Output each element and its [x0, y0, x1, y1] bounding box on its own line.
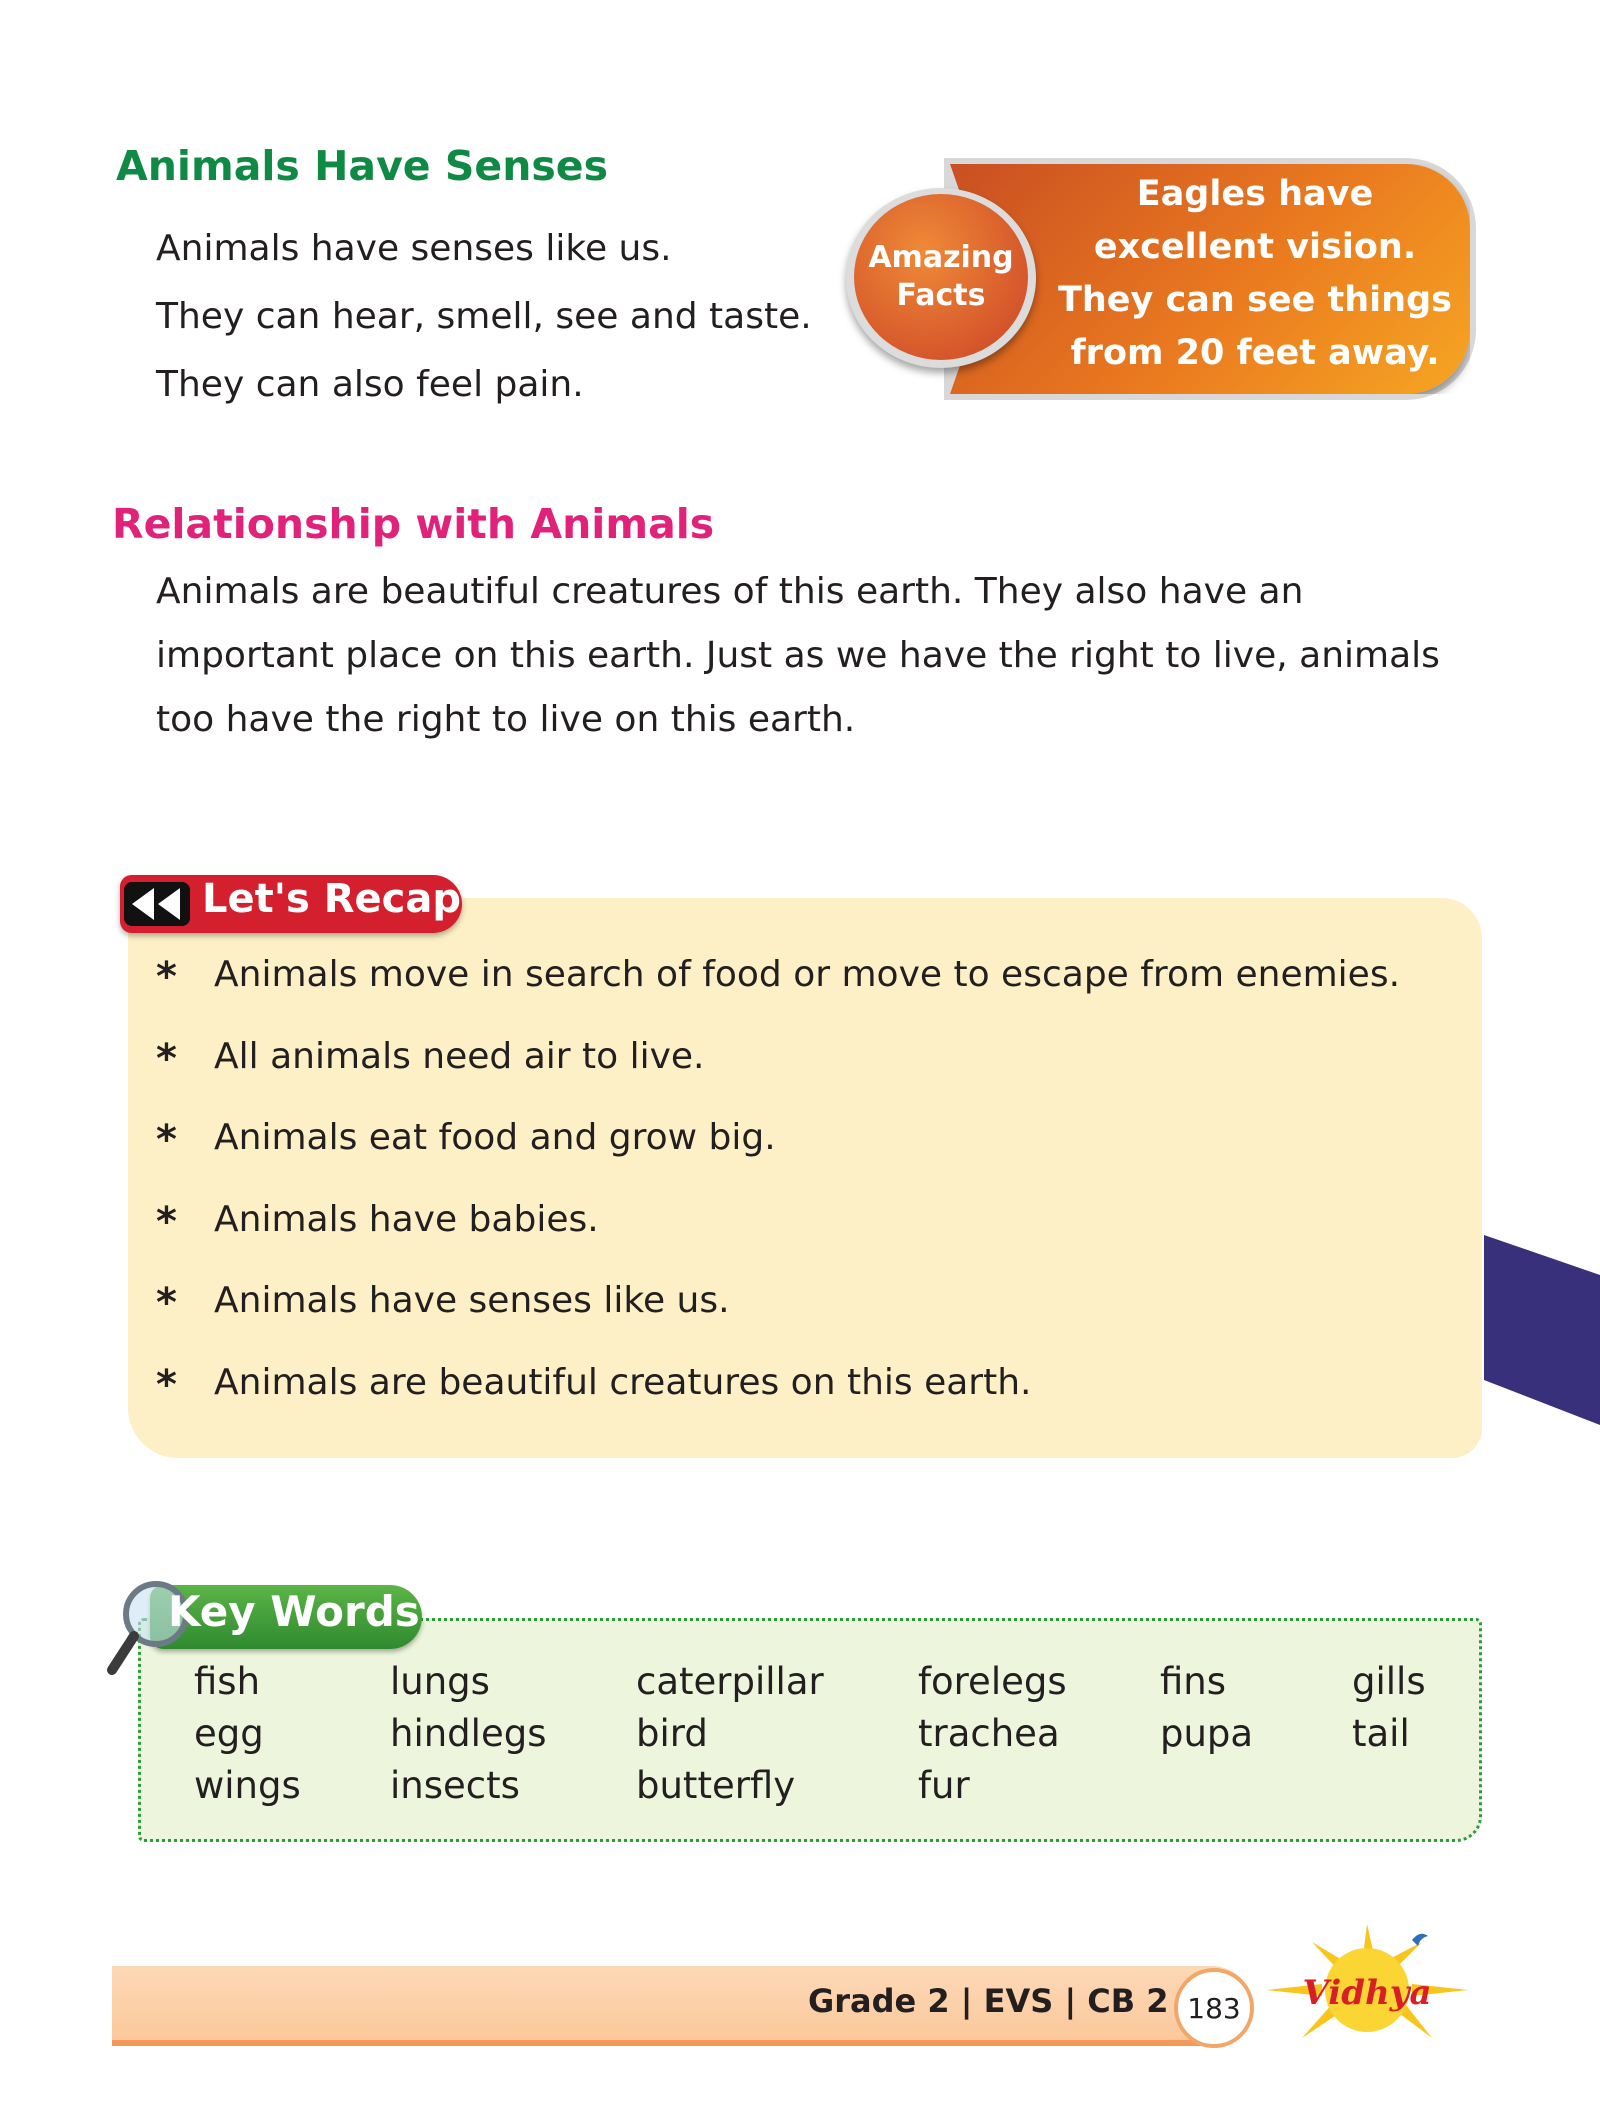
- recap-item: [156, 954, 1456, 1036]
- key-words-column: [1160, 1656, 1253, 1760]
- rewind-icon: [124, 882, 190, 926]
- key-word: hindlegs: [390, 1712, 547, 1755]
- key-word: fins: [1160, 1660, 1227, 1703]
- recap-list: [156, 954, 1456, 1443]
- key-words-title: Key Words: [168, 1587, 420, 1636]
- key-word: lungs: [390, 1660, 490, 1703]
- vidhya-logo: [1262, 1920, 1472, 2050]
- amazing-facts-badge: [854, 194, 1028, 360]
- relationship-paragraph: [156, 560, 1466, 752]
- badge-line: Facts: [896, 278, 986, 313]
- bullet-star: *: [156, 1117, 177, 1163]
- logo-text: Vidhya: [1302, 1973, 1432, 2013]
- recap-item-text: Animals have babies.: [214, 1198, 599, 1240]
- senses-line: They can hear, smell, see and taste.: [156, 296, 812, 337]
- recap-item-text: Animals eat food and grow big.: [214, 1117, 776, 1158]
- key-word: gills: [1352, 1660, 1426, 1703]
- paragraph-line: too have the right to live on this earth.: [156, 699, 856, 740]
- key-word: fur: [918, 1764, 970, 1807]
- amazing-facts-text: [1040, 168, 1470, 380]
- key-word: fish: [194, 1660, 261, 1703]
- key-word: caterpillar: [636, 1660, 824, 1703]
- key-word: egg: [194, 1712, 264, 1755]
- key-word: bird: [636, 1712, 708, 1755]
- bullet-star: *: [156, 1361, 177, 1408]
- senses-line: Animals have senses like us.: [156, 228, 672, 269]
- recap-item: [156, 1117, 1456, 1199]
- fact-line: excellent vision.: [1093, 227, 1417, 267]
- page-number: 183: [1174, 1968, 1254, 2048]
- key-words-column: [390, 1656, 546, 1812]
- bullet-star: *: [156, 1198, 177, 1245]
- key-words-column: [194, 1656, 301, 1812]
- key-word: trachea: [918, 1712, 1060, 1755]
- fact-line: They can see things: [1058, 280, 1452, 320]
- key-word: tail: [1352, 1712, 1410, 1755]
- key-words-column: [636, 1656, 824, 1812]
- section-heading-senses: Animals Have Senses: [116, 142, 609, 190]
- paragraph-line: Animals are beautiful creatures of this earth. They also have an: [156, 571, 1304, 612]
- section-heading-relationship: Relationship with Animals: [112, 500, 715, 548]
- badge-line: Amazing: [868, 240, 1014, 275]
- recap-item: [156, 1199, 1456, 1281]
- bullet-star: *: [156, 1035, 177, 1082]
- key-word: forelegs: [918, 1660, 1067, 1703]
- recap-item-text: Animals move in search of food or move to escape from enemies.: [214, 954, 1401, 995]
- key-word: wings: [194, 1764, 301, 1807]
- paragraph-line: important place on this earth. Just as we have the right to live, animals: [156, 635, 1440, 676]
- recap-title: Let's Recap: [202, 876, 461, 922]
- recap-item-text: All animals need air to live.: [214, 1035, 705, 1077]
- key-word: insects: [390, 1764, 520, 1807]
- senses-text: [156, 215, 812, 419]
- key-words-column: [1352, 1656, 1426, 1760]
- recap-item-text: Animals are beautiful creatures on this earth.: [214, 1361, 1032, 1403]
- bullet-star: *: [156, 954, 177, 1000]
- bullet-star: *: [156, 1280, 177, 1326]
- decorative-band: [1484, 1235, 1600, 1425]
- recap-item: [156, 1280, 1456, 1362]
- key-word: butterfly: [636, 1764, 796, 1807]
- fact-line: Eagles have: [1136, 174, 1374, 214]
- recap-item: [156, 1362, 1456, 1444]
- recap-item-text: Animals have senses like us.: [214, 1280, 730, 1321]
- key-words-column: [918, 1656, 1067, 1812]
- senses-line: They can also feel pain.: [156, 364, 584, 405]
- fact-line: from 20 feet away.: [1070, 333, 1440, 373]
- key-word: pupa: [1160, 1712, 1254, 1755]
- recap-item: [156, 1036, 1456, 1118]
- footer-text: Grade 2 | EVS | CB 2: [808, 1982, 1169, 2020]
